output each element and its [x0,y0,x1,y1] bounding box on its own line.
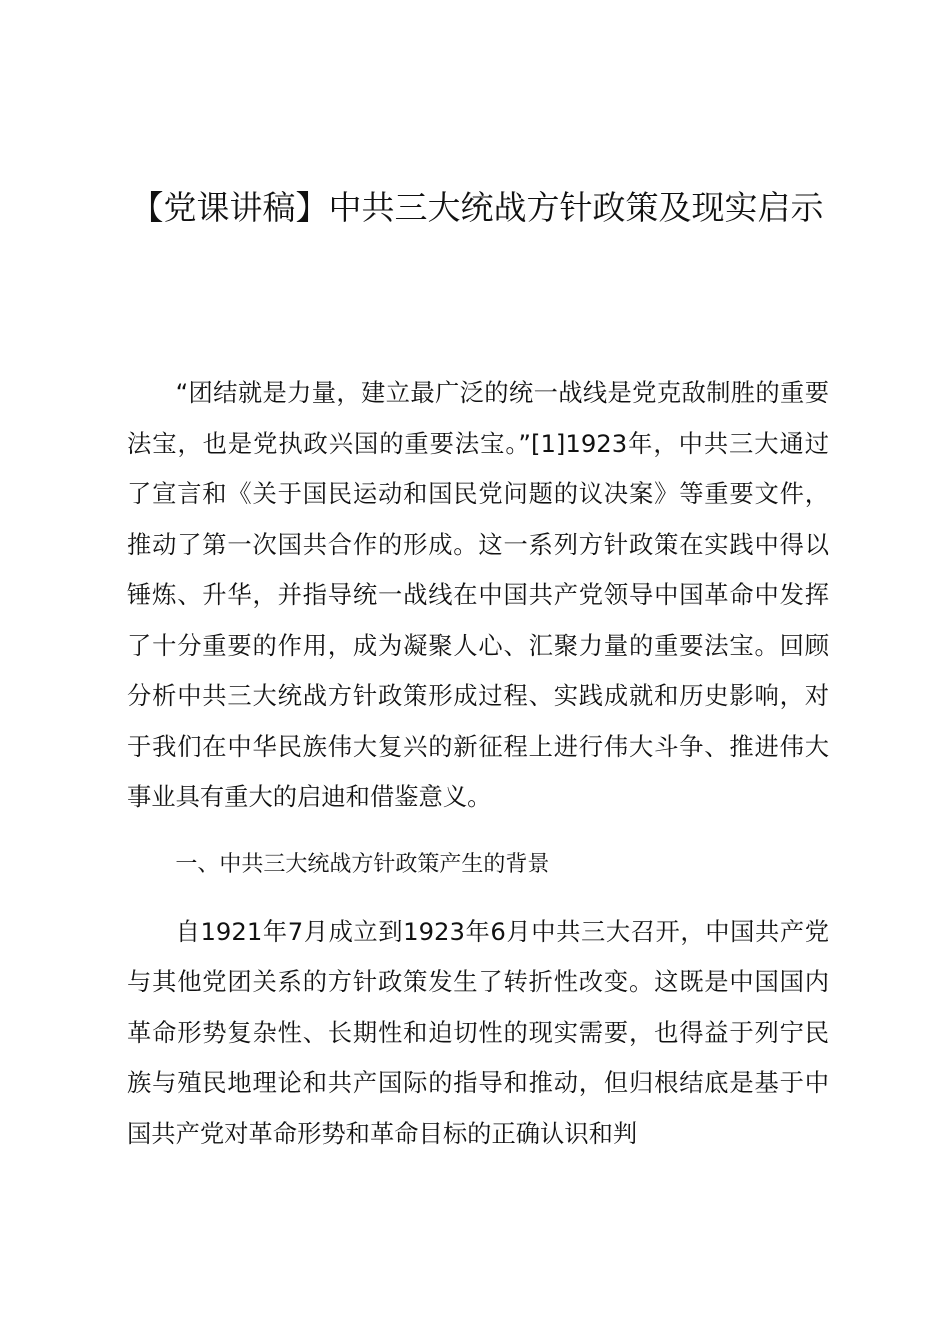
intro-paragraph: “团结就是力量，建立最广泛的统一战线是党克敌制胜的重要法宝，也是党执政兴国的重要法宝。”[1]1923年，中共三大通过了宣言和《关于国民运动和国民党问题的议决案》等重要文件，推动了第一次国共合作的形成。这一系列方针政策在实践中得以锤炼、升华，并指导统一战线在中国共产党领导中国革命中发挥了十分重要的作用，成为凝聚人心、汇聚力量的重要法宝。回顾分析中共三大统战方针政策形成过程、实践成就和历史影响，对于我们在中华民族伟大复兴的新征程上进行伟大斗争、推进伟大事业具有重大的启迪和借鉴意义。 [127,378,829,811]
section-paragraph: 自1921年7月成立到1923年6月中共三大召开，中国共产党与其他党团关系的方针政策发生了转折性改变。这既是中国国内革命形势复杂性、长期性和迫切性的现实需要，也得益于列宁民族与殖民地理论和共产国际的指导和推动，但归根结底是基于中国共产党对革命形势和革命目标的正确认识和判 [127,916,829,1148]
document-title: 【党课讲稿】中共三大统战方针政策及现实启示 [130,188,824,227]
document-body [127,368,829,1176]
section-heading: 一、中共三大统战方针政策产生的背景 [175,851,550,877]
